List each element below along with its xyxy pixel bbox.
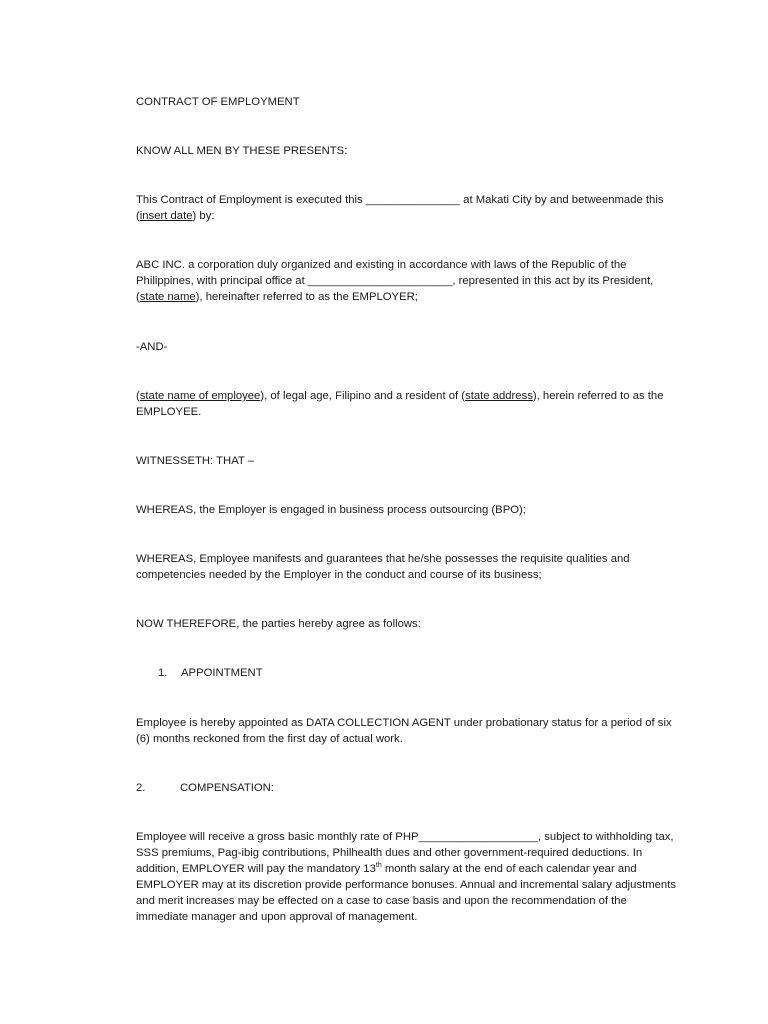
section-2-heading [136,780,676,796]
section-1-title: APPOINTMENT [181,667,263,679]
state-name-placeholder: state name [139,291,196,303]
employee-text-2: ), herein referred to as the EMPLOYEE. [136,390,664,418]
intro-heading: KNOW ALL MEN BY THESE PRESENTS: [136,145,348,157]
employee-address-placeholder: state address [465,390,533,402]
employer-paragraph [136,257,676,305]
now-therefore-paragraph: NOW THEREFORE, the parties hereby agree as follows: [136,618,421,630]
executed-text-1: This Contract of Employment is executed this _______________ at Makati City by and betweenmade this ( [136,194,664,222]
section-1-heading [158,665,698,681]
executed-text-2: ) by: [192,210,215,222]
employee-paragraph [136,388,676,420]
appointment-paragraph: Employee is hereby appointed as DATA COLLECTION AGENT under probationary status for a period of six (6) months reckoned from the first day of actual work. [136,717,672,745]
document-title: CONTRACT OF EMPLOYMENT [136,96,300,108]
section-2-title: COMPENSATION: [180,782,274,794]
employer-text-1: ABC INC. a corporation duly organized and existing in accordance with laws of the Republic of the Philippines, with principal office at _______________________, represented in this act by its President, ( [136,259,654,303]
section-2-number: 2. [136,782,146,794]
ordinal-suffix: th [375,862,382,870]
executed-paragraph [136,192,676,224]
employee-name-placeholder: state name of employee [139,390,261,402]
compensation-paragraph [136,829,676,925]
whereas-2-paragraph: WHEREAS, Employee manifests and guarantees that he/she possesses the requisite qualities and competencies needed by the Employer in the conduct and course of its business; [136,553,630,581]
employee-text-open: ( [136,390,140,402]
and-separator: -AND- [136,341,168,353]
insert-date-placeholder: insert date [139,210,193,222]
compensation-text-2: month salary at the end of each calendar year and EMPLOYER may at its discretion provide performance bonuses. Annual and incremental salary adjustments and merit increases may be effected on a case to case basis and upon the recommendation of the immediate manager and upon approval of management. [136,863,677,923]
employer-text-2: ), hereinafter referred to as the EMPLOYER; [195,291,418,303]
whereas-1-paragraph: WHEREAS, the Employer is engaged in business process outsourcing (BPO); [136,504,526,516]
section-1-number: 1. [158,667,168,679]
witnesseth-line: WITNESSETH: THAT – [136,455,255,467]
employee-text-1: ), of legal age, Filipino and a resident of ( [260,390,466,402]
compensation-text-1: Employee will receive a gross basic monthly rate of PHP___________________, subject to withholding tax, SSS premiums, Pag-ibig contributions, Philhealth dues and other government-required deductions. In addition, EMPLOYER will pay the mandatory 13 [136,831,674,875]
